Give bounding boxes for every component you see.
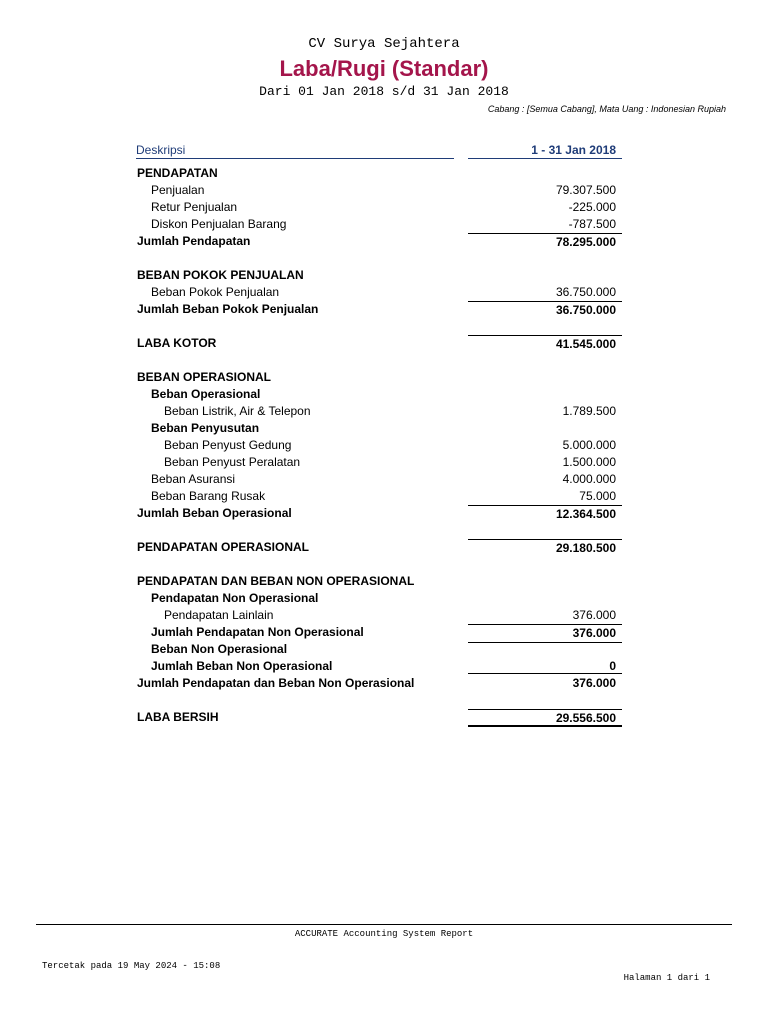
row-label: BEBAN OPERASIONAL bbox=[137, 370, 272, 384]
row-value: 29.180.500 bbox=[468, 539, 622, 555]
row-value: 376.000 bbox=[468, 624, 622, 640]
row-label: BEBAN POKOK PENJUALAN bbox=[137, 268, 304, 282]
column-header-description: Deskripsi bbox=[136, 143, 454, 159]
row-label: Beban Non Operasional bbox=[151, 642, 288, 656]
footer-divider bbox=[36, 924, 732, 925]
row-label: Retur Penjualan bbox=[151, 200, 238, 214]
row-label: PENDAPATAN bbox=[137, 166, 218, 180]
section-header bbox=[0, 573, 768, 590]
row-value: 5.000.000 bbox=[562, 438, 616, 452]
account-row bbox=[0, 403, 768, 420]
row-value: 75.000 bbox=[579, 489, 616, 503]
group-header bbox=[0, 641, 768, 658]
net-profit-row bbox=[0, 709, 768, 726]
column-header-period: 1 - 31 Jan 2018 bbox=[468, 143, 622, 159]
row-label: Beban Asuransi bbox=[151, 472, 236, 486]
account-row bbox=[0, 216, 768, 233]
row-label: LABA KOTOR bbox=[137, 336, 217, 350]
total-row bbox=[0, 233, 768, 250]
row-value: 79.307.500 bbox=[555, 183, 616, 197]
row-value: 0 bbox=[468, 659, 622, 674]
row-value: -787.500 bbox=[568, 217, 616, 231]
row-label: Jumlah Pendapatan Non Operasional bbox=[151, 625, 364, 639]
row-label: PENDAPATAN OPERASIONAL bbox=[137, 540, 310, 554]
row-value: 376.000 bbox=[572, 676, 616, 690]
row-label: LABA BERSIH bbox=[137, 710, 219, 724]
row-value: 29.556.500 bbox=[468, 709, 622, 727]
row-label: Beban Listrik, Air & Telepon bbox=[164, 404, 311, 418]
row-label: Pendapatan Non Operasional bbox=[151, 591, 319, 605]
report-title: Laba/Rugi (Standar) bbox=[279, 56, 489, 81]
subtotal-row bbox=[0, 624, 768, 641]
printed-timestamp: Tercetak pada 19 May 2024 - 15:08 bbox=[42, 961, 221, 971]
account-row bbox=[0, 607, 768, 624]
row-value: 41.545.000 bbox=[468, 335, 622, 351]
footer-system-label: ACCURATE Accounting System Report bbox=[294, 929, 474, 939]
row-label: Jumlah Beban Pokok Penjualan bbox=[137, 302, 319, 316]
total-row bbox=[0, 675, 768, 692]
account-row bbox=[0, 488, 768, 505]
report-period: Dari 01 Jan 2018 s/d 31 Jan 2018 bbox=[259, 84, 509, 99]
row-value-empty bbox=[468, 642, 622, 643]
account-row bbox=[0, 182, 768, 199]
account-row bbox=[0, 454, 768, 471]
report-table bbox=[0, 165, 768, 726]
section-header bbox=[0, 267, 768, 284]
operating-income-row bbox=[0, 539, 768, 556]
row-value: 78.295.000 bbox=[468, 233, 622, 249]
row-value: 36.750.000 bbox=[555, 285, 616, 299]
account-row bbox=[0, 284, 768, 301]
row-label: Beban Penyust Gedung bbox=[164, 438, 292, 452]
page-number: Halaman 1 dari 1 bbox=[623, 973, 710, 983]
row-value: 1.789.500 bbox=[562, 404, 616, 418]
company-name: CV Surya Sejahtera bbox=[308, 36, 460, 52]
row-value: -225.000 bbox=[568, 200, 616, 214]
branch-currency-info: Cabang : [Semua Cabang], Mata Uang : Indonesian Rupiah bbox=[487, 104, 726, 114]
group-header bbox=[0, 590, 768, 607]
row-label: Pendapatan Lainlain bbox=[164, 608, 274, 622]
account-row bbox=[0, 437, 768, 454]
row-label: Jumlah Pendapatan dan Beban Non Operasional bbox=[137, 676, 415, 690]
subtotal-row bbox=[0, 658, 768, 675]
account-row bbox=[0, 199, 768, 216]
row-label: Beban Barang Rusak bbox=[151, 489, 266, 503]
row-label: Beban Penyusutan bbox=[151, 421, 260, 435]
row-label: PENDAPATAN DAN BEBAN NON OPERASIONAL bbox=[137, 574, 415, 588]
group-header bbox=[0, 386, 768, 403]
row-label: Beban Operasional bbox=[151, 387, 261, 401]
row-label: Beban Penyust Peralatan bbox=[164, 455, 301, 469]
row-value: 1.500.000 bbox=[562, 455, 616, 469]
group-header bbox=[0, 420, 768, 437]
row-label: Diskon Penjualan Barang bbox=[151, 217, 287, 231]
total-row bbox=[0, 505, 768, 522]
gross-profit-row bbox=[0, 335, 768, 352]
row-label: Jumlah Beban Operasional bbox=[137, 506, 292, 520]
row-value: 36.750.000 bbox=[468, 301, 622, 317]
row-label: Beban Pokok Penjualan bbox=[151, 285, 280, 299]
section-header bbox=[0, 165, 768, 182]
row-label: Jumlah Beban Non Operasional bbox=[151, 659, 333, 673]
row-label: Jumlah Pendapatan bbox=[137, 234, 251, 248]
row-value: 12.364.500 bbox=[468, 505, 622, 521]
total-row bbox=[0, 301, 768, 318]
row-label: Penjualan bbox=[151, 183, 205, 197]
row-value: 4.000.000 bbox=[562, 472, 616, 486]
section-header bbox=[0, 369, 768, 386]
row-value: 376.000 bbox=[572, 608, 616, 622]
account-row bbox=[0, 471, 768, 488]
